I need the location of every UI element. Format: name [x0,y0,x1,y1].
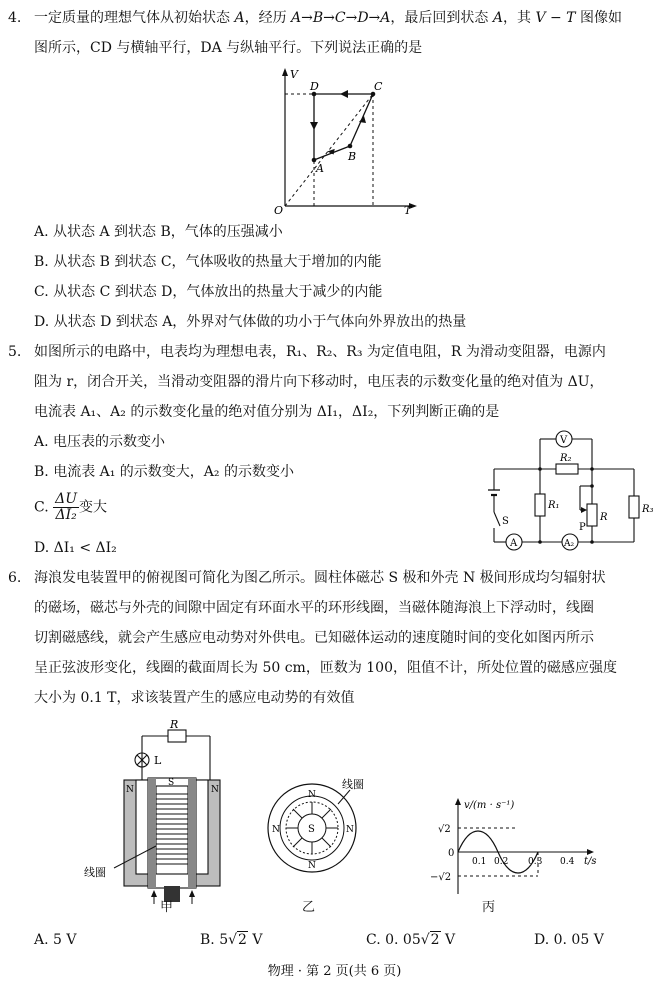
q5-r [587,504,597,526]
q6-stem-line5: 大小为 0.1 T，求该装置产生的感应电动势的有效值 [34,690,355,706]
q5-label-s: S [502,516,509,527]
q4-label-d: D [310,80,319,93]
q6-option-c[interactable]: C. 0. 05√2 V [366,932,456,948]
q6-figure-jia [84,716,244,912]
q4-option-d[interactable]: D. 从状态 D 到状态 A，外界对气体做的功小于气体向外界放出的热量 [34,314,467,330]
q6-yi-label-s: S [308,824,315,835]
q4-number: 4. [8,10,22,26]
q5-number: 5. [8,344,22,360]
q4-vt-graph [270,66,420,216]
page-footer: 物理 · 第 2 页(共 6 页) [267,964,402,979]
q4-label-t: T [404,204,412,216]
q6-jia-label-n-left: N [126,785,134,795]
q6-stem-line1: 海浪发电装置甲的俯视图可简化为图乙所示。圆柱体磁芯 S 极和外壳 N 极间形成均匀辐射状 [34,570,606,586]
q6-option-a[interactable]: A. 5 V [34,932,77,948]
q6-yi-label-n-right: N [346,825,354,835]
q4-label-v: V [290,68,298,81]
q6-bing-xlabel: t/s [584,856,597,867]
q5-option-a[interactable]: A. 电压表的示数变小 [34,434,166,450]
q6-jia-label-r: R [170,718,179,731]
q6-bing-tick-4: 0.4 [560,857,575,867]
q5-r2 [556,464,578,474]
q5-r1 [535,494,545,516]
q4-arrow-cd [340,90,348,98]
q6-stem-line4: 呈正弦波形变化，线圈的截面周长为 50 cm，匝数为 100，阻值不计，所处位置的磁感应强度 [34,660,618,676]
q4-option-b[interactable]: B. 从状态 B 到状态 C，气体吸收的热量大于增加的内能 [34,254,382,270]
q6-figure-bing [422,794,602,904]
q6-yi-label-n-left: N [272,825,280,835]
q4-dash-oc [285,94,373,206]
q6-yi-caption: 乙 [302,900,316,915]
q4-stem-line2: 图所示，CD 与横轴平行，DA 与纵轴平行。下列说法正确的是 [34,40,423,56]
q6-stem-line2: 的磁场，磁芯与外壳的间隙中固定有环面水平的环形线圈，当磁体随海浪上下浮动时，线圈 [34,600,594,616]
q5-label-p: P [579,522,586,533]
q5-option-c-fraction: $\frac{\Delta U}{\text{ΔI₂}}$ [55,491,78,523]
q6-bing-caption: 丙 [482,900,496,915]
q4-label-o: O [274,204,284,216]
q5-label-r2: R₂ [560,453,572,464]
q6-bing-neg-sqrt2: −√2 [430,872,452,883]
q5-label-r1: R₁ [548,500,560,511]
q4-arrow-ab [327,149,336,156]
q4-option-c[interactable]: C. 从状态 C 到状态 D，气体放出的热量大于减少的内能 [34,284,383,300]
q5-option-b[interactable]: B. 电流表 A₁ 的示数变大，A₂ 的示数变小 [34,464,294,480]
q6-number: 6. [8,570,22,586]
q5-stem-line3: 电流表 A₁、A₂ 的示数变化量的绝对值分别为 ΔI₁，ΔI₂，下列判断正确的是 [34,404,500,420]
q4-label-a: A [316,162,324,175]
q6-yi-label-coil: 线圈 [342,778,364,791]
q6-figure-yi [262,770,382,898]
q4-stem-line1: 一定质量的理想气体从初始状态 A，经历 A→B→C→D→A，最后回到状态 A，其 V − T 图像如 [34,10,622,26]
q5-label-v: V [560,435,568,446]
q5-label-a1: A [510,538,518,549]
q6-bing-tick-3: 0.3 [528,857,543,867]
q6-bing-tick-1: 0.1 [472,857,487,867]
q6-jia-label-coil: 线圈 [84,866,106,879]
q6-bing-tick-2: 0.2 [494,857,509,867]
q5-r3 [629,496,639,518]
q6-bing-zero: 0 [448,848,455,859]
q6-jia-label-n-right: N [211,785,219,795]
q5-option-d[interactable]: D. ΔI₁ < ΔI₂ [34,540,117,556]
q6-jia-resistor [168,730,186,742]
q4-label-b: B [348,150,357,163]
q6-stem-line3: 切割磁感线，就会产生感应电动势对外供电。已知磁体运动的速度随时间的变化如图丙所示 [34,630,594,646]
q5-stem-line1: 如图所示的电路中，电表均为理想电表，R₁、R₂、R₃ 为定值电阻，R 为滑动变阻器，电源内 [34,344,606,360]
q5-option-c[interactable]: C. $\frac{\Delta U}{\text{ΔI₂}}$ 变大 [34,491,108,523]
q6-jia-caption: 甲 [160,900,174,915]
q4-v-arrow [282,68,288,76]
q4-option-a[interactable]: A. 从状态 A 到状态 B，气体的压强减小 [34,224,283,240]
q5-circuit [484,430,666,560]
q5-label-r3: R₃ [642,504,654,515]
q4-label-c: C [374,80,383,93]
q5-label-a2: A₂ [564,539,575,549]
q6-bing-ylabel: v/(m · s⁻¹) [464,800,515,811]
q6-yi-label-n-bottom: N [308,861,316,871]
q6-bing-sqrt2: √2 [438,824,451,835]
q6-yi-label-n-top: N [308,790,316,800]
q4-arrow-da [310,122,318,130]
q6-jia-label-l: L [154,754,162,767]
q6-option-b[interactable]: B. 5√2 V [200,932,263,948]
q5-label-r: R [600,512,608,523]
q5-stem-line2: 阻为 r，闭合开关，当滑动变阻器的滑片向下移动时，电压表的示数变化量的绝对值为 ΔU， [34,374,604,390]
q6-jia-label-s: S [168,778,175,788]
q6-option-d[interactable]: D. 0. 05 V [534,932,604,948]
